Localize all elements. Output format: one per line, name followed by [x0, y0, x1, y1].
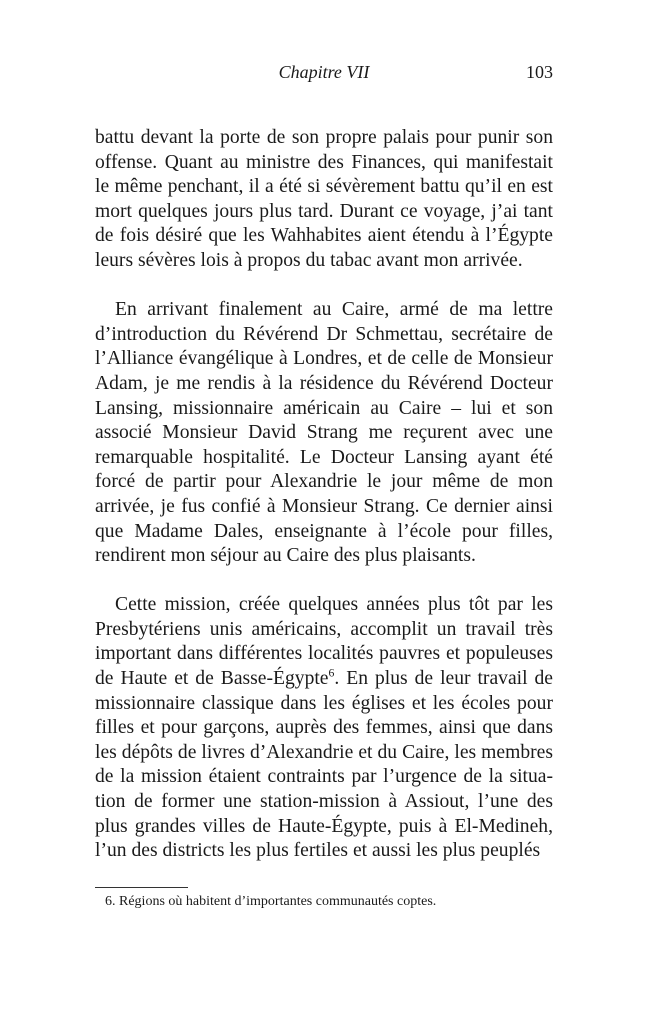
paragraph-text: En arrivant finalement au Caire, armé de ma lettre d’introduction du Révérend Dr Schmettau, secrétaire de l’Alliance évangélique à Londres, et de celle de Monsieur Adam, je me rendis à la résidence du Révérend Docteur Lansing, missionnaire américain au Caire – lui et son associé Monsieur David Strang me reçurent avec une remarquable hospitalité. Le Docteur Lansing ayant été forcé de partir pour Alexandrie le jour même de mon arrivée, je fus confié à Monsieur Strang. Ce dernier ainsi que Madame Dales, enseignante à l’école pour filles, rendirent mon séjour au Caire des plus plaisants. [95, 299, 553, 567]
paragraph-text: . En plus de leur travail de missionnaire classique dans les églises et les écoles pour filles et pour garçons, auprès des femmes, ainsi que dans les dépôts de livres d’Alexandrie et du Caire, les membres de la mission étaient contraints par l’urgence de la situation de former une station-mission à Assiout, l’une des plus grandes villes de Haute-Égypte, puis à El-Medineh, l’un des districts les plus fertiles et aussi les plus peuplés [95, 668, 553, 862]
paragraph-text: battu devant la porte de son propre palais pour punir son offense. Quant au ministre des Finances, qui manifestait le même penchant, il a été si sévèrement battu qu’il en est mort quelques jours plus tard. Durant ce voyage, j’ai tant de fois désiré que les Wahhabites aient étendu à l’Égypte leurs sévères lois à propos du tabac avant mon arrivée. [95, 127, 553, 271]
chapter-title: Chapitre VII [278, 62, 370, 82]
paragraph-text: Cette mission, créée quelques années plus tôt par les Presbytériens unis américains, accomplit un travail très important dans différentes localités pauvres et populeuses de Haute et de Basse-Égypte [95, 594, 553, 690]
running-head [95, 62, 553, 86]
footnote: 6. Régions où habitent d’importantes communautés coptes. [105, 894, 437, 909]
page-number: 103 [526, 62, 553, 82]
paragraph [95, 593, 553, 864]
footnote-divider [95, 887, 188, 888]
body-text [95, 126, 553, 888]
paragraph [95, 298, 553, 569]
paragraph [95, 126, 553, 274]
footnote-reference: 6 [328, 666, 335, 680]
